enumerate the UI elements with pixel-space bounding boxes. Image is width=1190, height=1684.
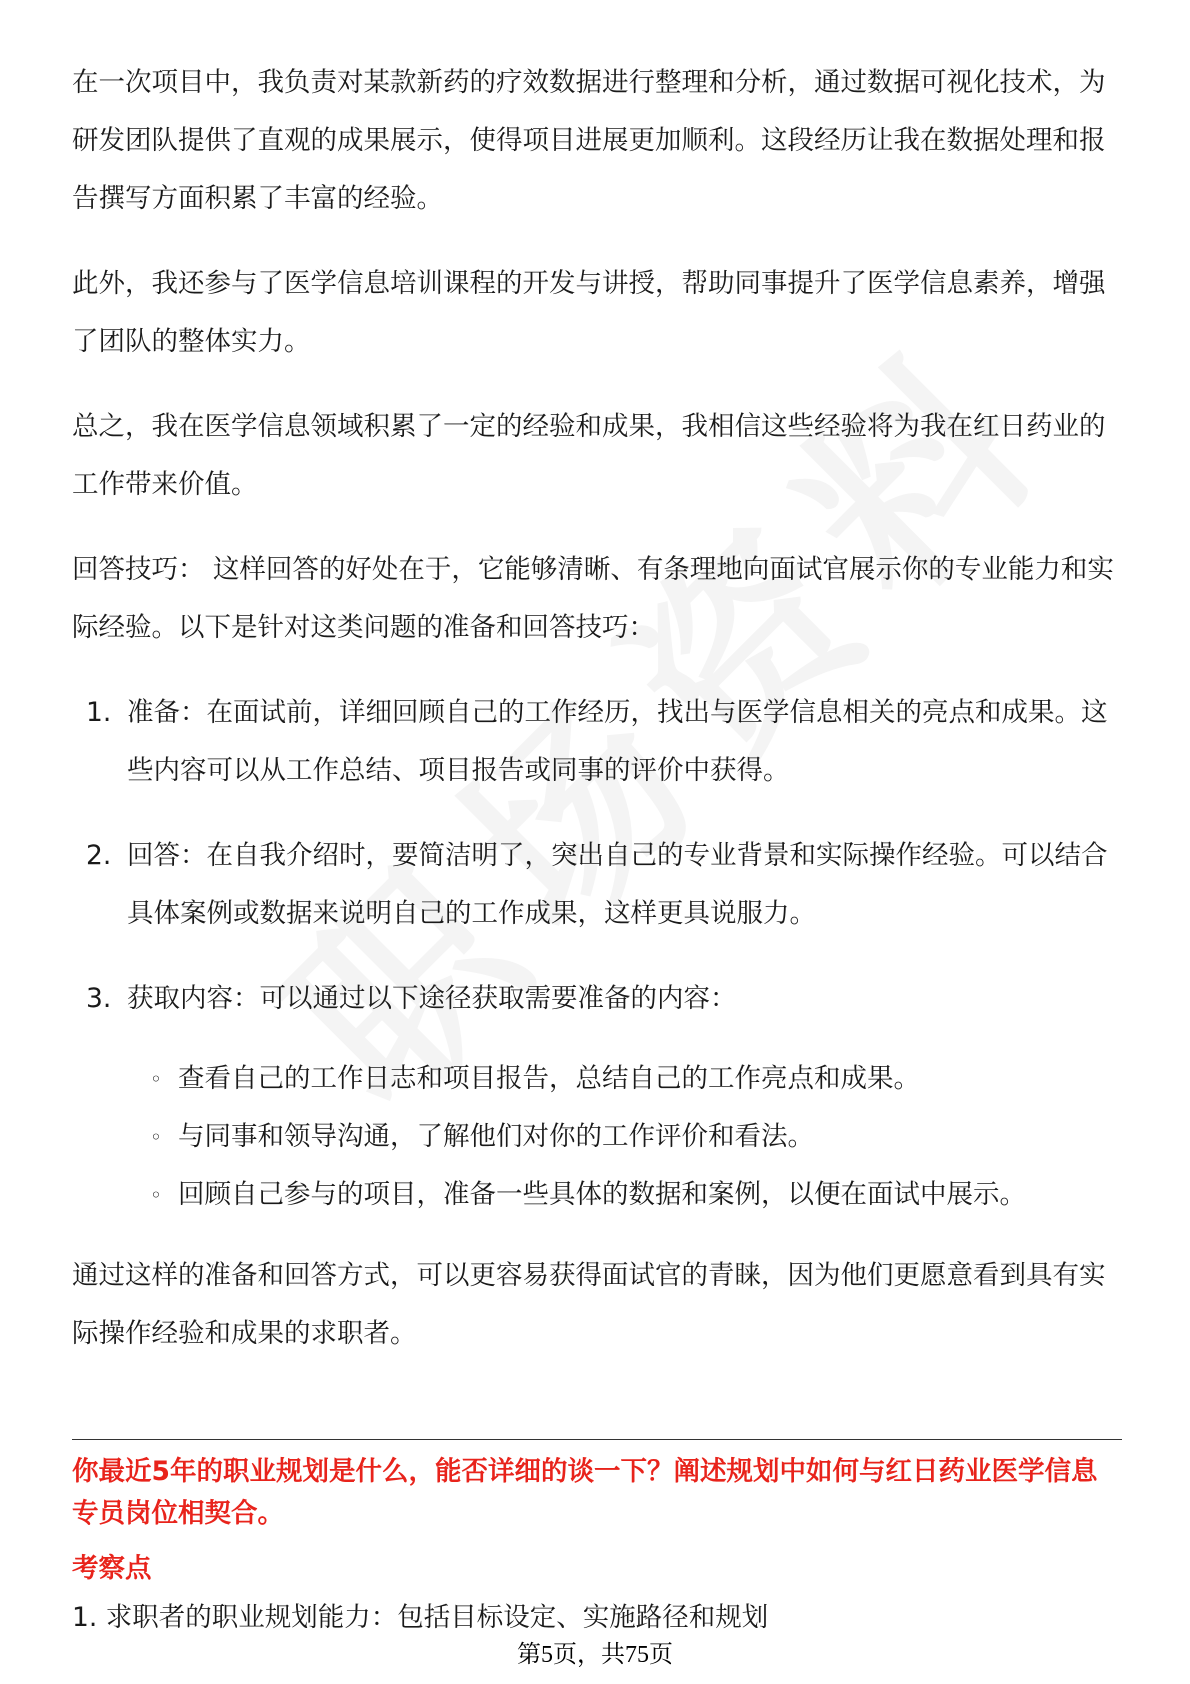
sub-list-item <box>72 1108 1122 1166</box>
page-footer: 第5页，共75页 <box>0 1634 1190 1669</box>
paragraph-training: 此外，我还参与了医学信息培训课程的开发与讲授，帮助同事提升了医学信息素养，增强了团队的整体实力。 <box>72 268 1106 357</box>
sub-list-item-text: 查看自己的工作日志和项目报告，总结自己的工作亮点和成果。 <box>178 1063 920 1094</box>
sub-list-item <box>72 1050 1122 1108</box>
question-heading: 你最近5年的职业规划是什么，能否详细的谈一下？阐述规划中如何与红日药业医学信息专员岗位相契合。 <box>72 1456 1098 1529</box>
body-content <box>72 54 1122 1390</box>
paragraph-summary: 总之，我在医学信息领域积累了一定的经验和成果，我相信这些经验将为我在红日药业的工作带来价值。 <box>72 411 1106 500</box>
section-divider <box>72 1439 1122 1440</box>
sub-list-wrapper <box>72 1050 1122 1224</box>
list-item-text: 获取内容：可以通过以下途径获取需要准备的内容： <box>127 983 737 1014</box>
tips-list <box>72 684 1122 1028</box>
list-number: 2. <box>86 840 112 871</box>
list-item <box>72 684 1122 800</box>
paragraph-tips-intro: 回答技巧： 这样回答的好处在于，它能够清晰、有条理地向面试官展示你的专业能力和实际经验。以下是针对这类问题的准备和回答技巧： <box>72 554 1114 643</box>
bullet-icon: ◦ <box>150 1067 162 1091</box>
section-label: 考察点 <box>72 1553 152 1584</box>
sub-list-item <box>72 1166 1122 1224</box>
list-item-text: 回答：在自我介绍时，要简洁明了，突出自己的专业背景和实际操作经验。可以结合具体案例或数据来说明自己的工作成果，这样更具说服力。 <box>127 840 1108 929</box>
list-item <box>72 827 1122 943</box>
paragraph-experience: 在一次项目中，我负责对某款新药的疗效数据进行整理和分析，通过数据可视化技术，为研发团队提供了直观的成果展示，使得项目进展更加顺利。这段经历让我在数据处理和报告撰写方面积累了丰富的经验。 <box>72 67 1106 214</box>
sub-list <box>72 1050 1122 1224</box>
list-number: 3. <box>86 983 112 1014</box>
list-number: 1. <box>86 697 112 728</box>
sub-list-item-text: 与同事和领导沟通，了解他们对你的工作评价和看法。 <box>178 1121 814 1152</box>
cut-off-text: 1. 求职者的职业规划能力：包括目标设定、实施路径和规划 <box>72 1602 769 1633</box>
bullet-icon: ◦ <box>150 1183 162 1207</box>
list-item <box>72 970 1122 1028</box>
sub-list-item-text: 回顾自己参与的项目，准备一些具体的数据和案例，以便在面试中展示。 <box>178 1179 1026 1210</box>
paragraph-closing: 通过这样的准备和回答方式，可以更容易获得面试官的青睐，因为他们更愿意看到具有实际操作经验和成果的求职者。 <box>72 1260 1106 1349</box>
bullet-icon: ◦ <box>150 1125 162 1149</box>
list-item-text: 准备：在面试前，详细回顾自己的工作经历，找出与医学信息相关的亮点和成果。这些内容可以从工作总结、项目报告或同事的评价中获得。 <box>127 697 1108 786</box>
